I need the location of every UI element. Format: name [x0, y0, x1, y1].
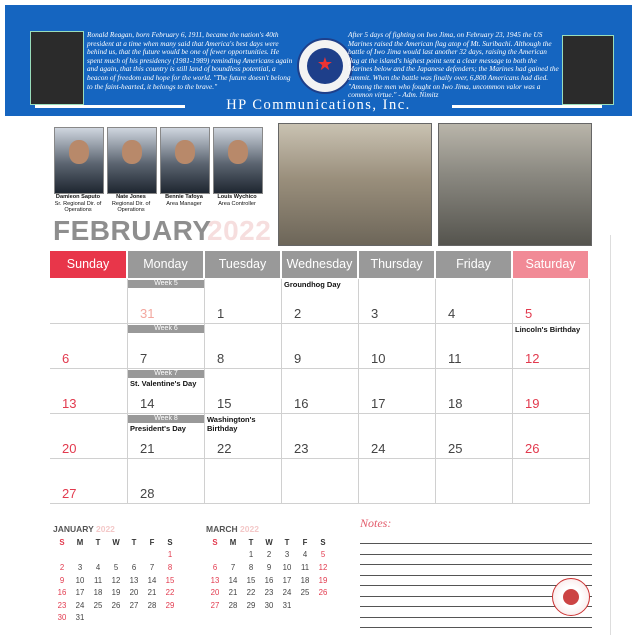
month-title: FEBRUARY: [53, 215, 212, 246]
field-crew-photo: [278, 123, 432, 246]
day-number: 26: [525, 441, 540, 456]
mini-day: 17: [282, 575, 292, 585]
staff-face: [175, 140, 195, 164]
mini-day: [53, 549, 71, 562]
day-number: 28: [140, 486, 155, 501]
mini-day: 6: [212, 562, 218, 572]
day-number: 23: [294, 441, 309, 456]
calendar-day-cell[interactable]: [50, 414, 128, 459]
calendar-day-cell[interactable]: [513, 414, 590, 459]
mini-day: 9: [59, 575, 65, 585]
staff-name: Nate Jones: [116, 194, 146, 200]
mini-day: 10: [75, 575, 85, 585]
day-number: 4: [448, 306, 456, 321]
mini-day: [125, 612, 143, 625]
reagan-quote: Ronald Reagan, born February 6, 1911, became the nation's 40th president at a time when many said that America's best days were behind us, that the future would be one of fewer opportunities. He spent much of his presidency (1981-1989) reminding Americans again and again, that this country is still land of boundless potential, a beacon of freedom and hope for the world. "The future doesn't belong to the faint-hearted, it belongs to the brave.": [87, 30, 293, 91]
mini-month-title: [206, 524, 336, 534]
calendar-day-cell[interactable]: [205, 279, 282, 324]
mini-day: [143, 549, 161, 562]
calendar-day-cell[interactable]: [359, 324, 436, 369]
mini-day: 2: [266, 550, 272, 560]
mini-day: 11: [93, 575, 103, 585]
mini-day: 28: [147, 600, 157, 610]
mini-day: 12: [111, 575, 121, 585]
calendar-day-cell[interactable]: [205, 459, 282, 504]
day-number: 20: [62, 441, 77, 456]
mini-day: [296, 599, 314, 612]
calendar-day-cell[interactable]: [128, 414, 205, 459]
mini-day: 27: [210, 600, 220, 610]
mini-day: 16: [57, 588, 67, 598]
calendar-day-cell[interactable]: [282, 369, 359, 414]
day-header-wednesday: Wednesday: [282, 251, 357, 278]
mini-day: 8: [248, 562, 254, 572]
mini-day: 20: [210, 588, 220, 598]
mini-day-head: F: [302, 537, 308, 547]
day-number: 11: [448, 351, 462, 366]
notes-line: [360, 543, 592, 544]
mini-day: 28: [228, 600, 238, 610]
day-number: 31: [140, 306, 155, 321]
staff-face: [228, 140, 248, 164]
mini-day: 15: [165, 575, 175, 585]
mini-calendar-march: [206, 524, 336, 612]
calendar-day-cell[interactable]: [205, 324, 282, 369]
mini-day-head: S: [59, 537, 65, 547]
calendar-day-cell[interactable]: [359, 459, 436, 504]
mini-day: 27: [129, 600, 139, 610]
day-header-monday: Monday: [128, 251, 203, 278]
day-number: 24: [371, 441, 386, 456]
mini-day: 24: [282, 588, 292, 598]
mini-day: 19: [318, 575, 328, 585]
mini-day-head: T: [95, 537, 101, 547]
mini-day-head: S: [167, 537, 173, 547]
mini-day: 31: [75, 613, 85, 623]
mini-day: 30: [57, 613, 67, 623]
day-header-thursday: Thursday: [359, 251, 434, 278]
day-number: 5: [525, 306, 533, 321]
mini-day: 14: [147, 575, 157, 585]
mini-day: 7: [149, 562, 155, 572]
staff-face: [69, 140, 89, 164]
day-number: 14: [140, 396, 155, 411]
mini-day: [89, 549, 107, 562]
mini-month-name: JANUARY: [53, 524, 94, 534]
staff-photo: [107, 127, 157, 194]
mini-day: 2: [59, 562, 65, 572]
notes-label: Notes:: [360, 516, 392, 530]
mini-day: 6: [131, 562, 137, 572]
day-number: 9: [294, 351, 302, 366]
notes-line: [360, 627, 592, 628]
mini-day: [314, 599, 332, 612]
mini-day-head: T: [248, 537, 254, 547]
safety-team-photo: [438, 123, 592, 246]
calendar-day-cell[interactable]: [436, 369, 513, 414]
mini-day-head: M: [229, 537, 237, 547]
staff-caption: [101, 194, 161, 214]
day-number: 1: [217, 306, 225, 321]
mini-day: 29: [246, 600, 256, 610]
calendar-day-cell[interactable]: [128, 459, 205, 504]
staff-caption: [207, 194, 267, 207]
mini-day: [107, 549, 125, 562]
day-number: 25: [448, 441, 463, 456]
mini-day-head: S: [212, 537, 218, 547]
mini-day: [89, 612, 107, 625]
mini-day: 8: [167, 562, 173, 572]
mini-day: 25: [300, 588, 310, 598]
week-label: Week 5: [128, 280, 204, 288]
day-number: 7: [140, 351, 148, 366]
stamp-seal-icon: [552, 578, 590, 616]
calendar-day-cell[interactable]: [50, 279, 128, 324]
day-header-tuesday: Tuesday: [205, 251, 280, 278]
holiday-label: President's Day: [130, 424, 186, 433]
company-seal-logo: ★: [297, 38, 353, 94]
mini-day: 18: [300, 575, 310, 585]
mini-day-head: W: [265, 537, 273, 547]
calendar-day-cell[interactable]: [513, 324, 590, 369]
day-number: 21: [140, 441, 155, 456]
mini-day: [71, 549, 89, 562]
holiday-label: Lincoln's Birthday: [515, 325, 581, 334]
notes-line: [360, 564, 592, 565]
mini-day-head: T: [284, 537, 290, 547]
week-label: Week 7: [128, 370, 204, 378]
calendar-day-cell[interactable]: [50, 369, 128, 414]
mini-day: 20: [129, 588, 139, 598]
staff-title: Sr. Regional Dir. of Operations: [54, 200, 102, 214]
mini-day: 12: [318, 562, 328, 572]
notes-line: [360, 554, 592, 555]
day-number: 13: [62, 396, 77, 411]
mini-day: 1: [248, 550, 254, 560]
mini-day: 26: [318, 588, 328, 598]
day-number: 22: [217, 441, 232, 456]
mini-day: 21: [228, 588, 238, 598]
staff-caption: [154, 194, 214, 207]
calendar-day-cell[interactable]: [282, 324, 359, 369]
staff-photo: [160, 127, 210, 194]
mini-day: 21: [147, 588, 157, 598]
day-number: 12: [525, 351, 540, 366]
mini-day: [107, 612, 125, 625]
day-number: 8: [217, 351, 225, 366]
mini-day: 3: [77, 562, 83, 572]
calendar-day-cell[interactable]: [436, 459, 513, 504]
day-number: 15: [217, 396, 232, 411]
calendar-day-cell[interactable]: [282, 414, 359, 459]
staff-photo: [213, 127, 263, 194]
staff-name: Damieon Saputo: [55, 194, 101, 200]
mini-day: 19: [111, 588, 121, 598]
mini-day: 24: [75, 600, 85, 610]
calendar-day-cell[interactable]: [50, 324, 128, 369]
calendar-day-cell[interactable]: [436, 414, 513, 459]
mini-day: 4: [95, 562, 101, 572]
day-header-sunday: Sunday: [50, 251, 126, 278]
day-number: 3: [371, 306, 379, 321]
mini-calendar-january: [53, 524, 183, 624]
mini-day: 23: [264, 588, 274, 598]
calendar-day-cell[interactable]: [513, 369, 590, 414]
staff-title: Area Manager: [166, 200, 202, 207]
mini-month-year: 2022: [240, 524, 259, 534]
calendar-day-cell[interactable]: [359, 414, 436, 459]
mini-day: 26: [111, 600, 121, 610]
day-header-saturday: Saturday: [513, 251, 588, 278]
calendar-day-cell[interactable]: [436, 324, 513, 369]
day-number: 18: [448, 396, 463, 411]
day-number: 6: [62, 351, 70, 366]
staff-name: Bennie Tafoya: [165, 194, 203, 200]
calendar-day-cell[interactable]: [282, 279, 359, 324]
calendar-day-cell[interactable]: [50, 459, 128, 504]
mini-day: 14: [228, 575, 238, 585]
mini-day: [161, 612, 179, 625]
company-name: HP Communications, Inc.: [226, 97, 411, 113]
mini-day-head: F: [149, 537, 155, 547]
calendar-day-cell[interactable]: [205, 414, 282, 459]
reagan-portrait: [30, 31, 84, 105]
calendar-day-cell[interactable]: [436, 279, 513, 324]
mini-month-title: [53, 524, 183, 534]
calendar-day-cell[interactable]: [282, 459, 359, 504]
mini-month-name: MARCH: [206, 524, 238, 534]
mini-day-head: M: [76, 537, 84, 547]
mini-day: [206, 549, 224, 562]
right-divider: [610, 235, 611, 635]
week-label: Week 6: [128, 325, 204, 333]
staff-title: Regional Dir. of Operations: [111, 200, 151, 214]
mini-day: 22: [246, 588, 256, 598]
calendar-day-cell[interactable]: [205, 369, 282, 414]
mini-day: 17: [75, 588, 85, 598]
notes-line: [360, 617, 592, 618]
calendar-day-cell[interactable]: [128, 324, 205, 369]
week-label: Week 8: [128, 415, 204, 423]
mini-day: 18: [93, 588, 103, 598]
day-header-friday: Friday: [436, 251, 511, 278]
day-number: 16: [294, 396, 309, 411]
mini-day: 22: [165, 588, 175, 598]
mini-day: [125, 549, 143, 562]
mini-day: 1: [167, 550, 173, 560]
holiday-label: Groundhog Day: [284, 280, 341, 289]
notes-line: [360, 575, 592, 576]
day-number: 27: [62, 486, 77, 501]
mini-month-year: 2022: [96, 524, 115, 534]
mini-day: 25: [93, 600, 103, 610]
mini-day: 31: [282, 600, 292, 610]
holiday-label: Washington's Birthday: [207, 415, 256, 433]
mini-day-head: W: [112, 537, 120, 547]
mini-day: 29: [165, 600, 175, 610]
calendar-day-cell[interactable]: [513, 279, 590, 324]
calendar-day-cell[interactable]: [128, 369, 205, 414]
mini-day: 7: [230, 562, 236, 572]
mini-day: 9: [266, 562, 272, 572]
mini-day: 13: [210, 575, 220, 585]
day-number: 17: [371, 396, 386, 411]
mini-day: 5: [320, 550, 326, 560]
iwo-jima-quote: After 5 days of fighting on Iwo Jima, on February 23, 1945 the US Marines raised the American flag atop of Mt. Suribachi. Although the battle of Iwo Jima would last another 32 days, raising the American flag at the island's highest point sent a clear message to both the Marines below and the Japanese defenders; the Marines had gained the summit. When the battle was finally over, 6,800 Americans had died. "Among the men who fought on Iwo Jima, uncommon valor was a common virtue." - Adm. Nimitz: [348, 30, 559, 100]
staff-title: Area Controller: [218, 200, 256, 207]
staff-caption: [48, 194, 108, 214]
mini-day: 10: [282, 562, 292, 572]
day-number: 19: [525, 396, 540, 411]
mini-day-head: S: [320, 537, 326, 547]
calendar-day-cell[interactable]: [359, 369, 436, 414]
holiday-label: St. Valentine's Day: [130, 379, 197, 388]
mini-day: 16: [264, 575, 274, 585]
mini-day: 3: [284, 550, 290, 560]
staff-name: Louis Wychico: [217, 194, 257, 200]
staff-face: [122, 140, 142, 164]
mini-day: 30: [264, 600, 274, 610]
mini-day-head: T: [131, 537, 137, 547]
calendar-day-cell[interactable]: [128, 279, 205, 324]
mini-day: 11: [300, 562, 310, 572]
year-title: 2022: [207, 215, 272, 246]
staff-photo: [54, 127, 104, 194]
mini-day: [224, 549, 242, 562]
mini-day: 23: [57, 600, 67, 610]
day-number: 2: [294, 306, 302, 321]
mini-day: 5: [113, 562, 119, 572]
mini-day: [143, 612, 161, 625]
calendar-day-cell[interactable]: [359, 279, 436, 324]
iwo-jima-memorial-photo: [562, 35, 614, 105]
day-number: 10: [371, 351, 386, 366]
mini-day: 15: [246, 575, 256, 585]
calendar-day-cell[interactable]: [513, 459, 590, 504]
mini-day: 4: [302, 550, 308, 560]
mini-day: 13: [129, 575, 139, 585]
